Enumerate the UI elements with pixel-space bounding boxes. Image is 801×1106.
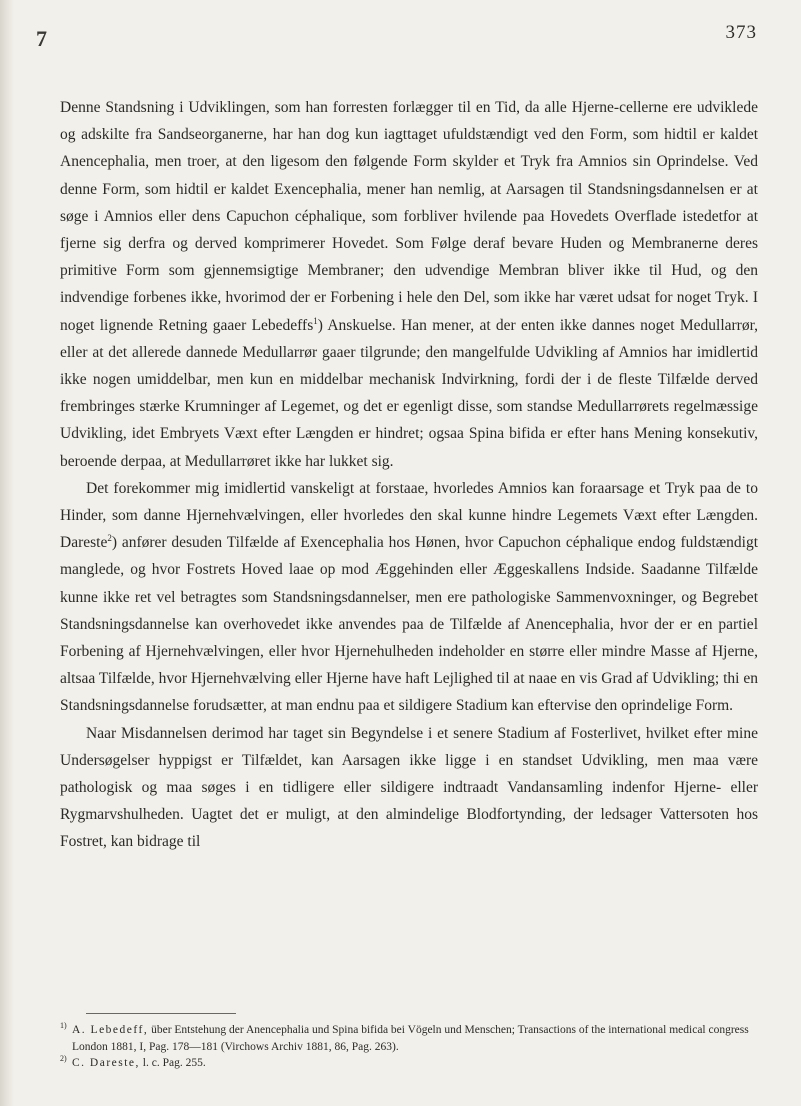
footnote-2: 2) C. Dareste, l. c. Pag. 255.: [60, 1054, 206, 1069]
paragraph-1-text-a: Denne Standsning i Udviklingen, som han forresten forlægger til en Tid, da alle Hjerne-cellerne ere udviklede og adskilte fra Sandseorganerne, har han dog kun iagttaget ufuldstændigt ved den Form, som hidtil er kaldet Anencephalia, men troer, at den ligesom den følgende Form skylder et Tryk fra Amnios sin Oprindelse. Ved denne Form, som hidtil er kaldet Exencephalia, mener han nemlig, at Aarsagen til Standsningsdannelsen er at søge i Amnios eller dens Capuchon céphalique, som forbliver hvilende paa Hovedets Overflade istedetfor at fjerne sig derfra og derved komprimerer Hovedet. Som Følge deraf bevare Huden og Membranerne deres primitive Form som gjennemsigtige Membraner; den udvendige Membran bliver ikke til Hud, og den indvendige forbenes ikke, hvorimod der er Forbening i hele den Del, som ikke har været udsat for noget Tryk. I noget lignende Retning gaaer Lebedeffs: [60, 99, 758, 334]
footnote-2-text: l. c. Pag. 255.: [139, 1057, 206, 1069]
footnote-rule: [86, 1013, 236, 1014]
footnote-ref-2: 2: [107, 533, 112, 544]
paragraph-1: [60, 94, 758, 475]
page-edge-shadow: [0, 0, 14, 1106]
paragraph-3: Naar Misdannelsen derimod har taget sin Begyndelse i et senere Stadium af Fosterlivet, hvilket efter mine Undersøgelser hyppigst er Tilfældet, kan Aarsagen ikke ligge i en standset Udvikling, men maa være pathologisk og maa søges i en tidligere eller sildigere indtraadt Vandansamling indenfor Hjerne- eller Rygmarvshulheden. Uagtet det er muligt, at den almindelige Blodfortynding, der ledsager Vattersoten hos Fostret, kan bidrage til: [60, 724, 758, 851]
footnote-1: 1) A. Lebedeff, über Entstehung der Anencephalia und Spina bifida bei Vögeln und Menschen; Transactions of the international medical congress London 1881, I, Pag. 178—181 (Virchows Archiv 1881, 86, Pag. 263).: [60, 1021, 749, 1053]
paragraph-2-text-b: ) anfører desuden Tilfælde af Exencephalia hos Hønen, hvor Capuchon céphalique endog fuldstændigt manglede, og hvor Fostrets Hoved laae op mod Æggehinden eller Æggeskallens Indside. Saadanne Tilfælde kunne ikke ret vel betragtes som Standsningsdannelser, men ere pathologiske Sammenvoxninger, og Begrebet Standsningsdannelse kan overhovedet ikke anvendes paa de Tilfælde af Anencephalia, hvor der er en partiel Forbening af Hjernehvælvingen, eller hvor Hjernehulheden indeholder en større eller mindre Masse af Hjerne, altsaa Tilfælde, hvor Hjernehvælving eller Hjerne have haft Lejlighed til at naae en vis Grad af Udvikling; thi en Standsningsdannelse forudsætter, at man endnu paa et sildigere Stadium kan eftervise den oprindelige Form.: [60, 534, 758, 715]
corner-mark: 7: [36, 26, 47, 51]
footnote-1-text: über Entstehung der Anencephalia und Spina bifida bei Vögeln und Menschen; Transactions of the international medical congress London 1881, I, Pag. 178—181 (Virchows Archiv 1881, 86, Pag. 263).: [72, 1024, 749, 1053]
paragraph-2: [60, 475, 758, 720]
body-text: [60, 94, 758, 856]
footnote-2-author: C. Dareste,: [72, 1057, 140, 1069]
paragraph-2-text-a: Det forekommer mig imidlertid vanskeligt at forstaae, hvorledes Amnios kan foraarsage et Tryk paa de to Hinder, som danne Hjernehvælvingen, eller hvorledes den skal kunne hindre Legemets Væxt efter Længden. Dareste: [60, 479, 758, 552]
page-number: 373: [725, 22, 757, 43]
footnote-1-author: A. Lebedeff,: [72, 1024, 149, 1036]
paragraph-1-text-b: ) Anskuelse. Han mener, at der enten ikke dannes noget Medullarrør, eller at det allerede dannede Medullarrør gaaer tilgrunde; den mangelfulde Udvikling af Amnios har imidlertid ikke nogen umiddelbar, men kun en middelbar mechanisk Indvirkning, fordi der i de fleste Tilfælde derved frembringes stærke Krumninger af Legemet, og det er egenligt disse, som standse Medullarrørets regelmæssige Udvikling, idet Embryets Væxt efter Længden er hindret; ogsaa Spina bifida er efter hans Mening konsekutiv, beroende derpaa, at Medullarrøret ikke har lukket sig.: [60, 316, 758, 470]
footnote-ref-1: 1: [313, 315, 318, 326]
footnotes: [60, 1022, 760, 1072]
